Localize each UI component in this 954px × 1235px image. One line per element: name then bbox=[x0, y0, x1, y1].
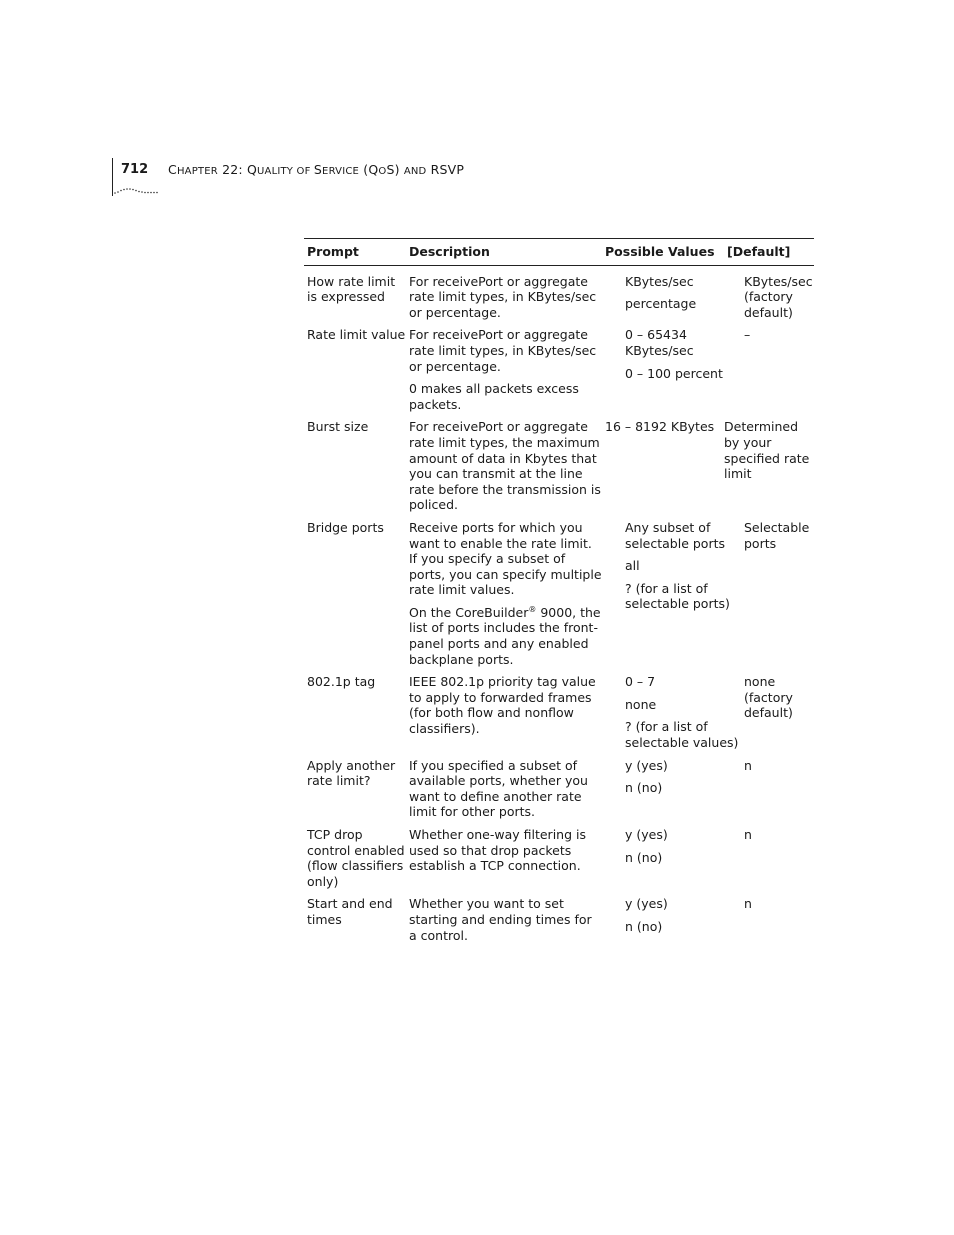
value-item: n (no) bbox=[625, 849, 663, 865]
cell-prompt: Start and end times bbox=[307, 896, 393, 927]
cell-description bbox=[408, 520, 605, 667]
description-paragraph: Whether you want to set starting and ending times for a control. bbox=[409, 896, 592, 943]
rh-paren: (Q bbox=[359, 162, 379, 177]
cell-default: Determined by your specified rate limit bbox=[724, 419, 810, 482]
rh-s2: S) bbox=[386, 162, 404, 177]
cell-prompt: 802.1p tag bbox=[307, 674, 376, 690]
value-item: 16 – 8192 KBytes bbox=[605, 419, 715, 435]
cell-values bbox=[605, 274, 741, 321]
registered-mark: ® bbox=[528, 604, 537, 614]
value-item: KBytes/sec bbox=[625, 273, 694, 289]
text-before-sup: On the CoreBuilder bbox=[409, 604, 529, 620]
cell-description bbox=[408, 896, 605, 943]
header-description: Description bbox=[409, 244, 490, 259]
table-row bbox=[304, 412, 814, 513]
cell-values bbox=[605, 896, 741, 943]
value-item: none bbox=[625, 696, 657, 712]
description-paragraph: IEEE 802.1p priority tag value to apply to forwarded frames (for both flow and nonflow classifiers). bbox=[409, 674, 596, 737]
value-item: Any subset of selectable ports bbox=[625, 519, 726, 551]
value-item: y (yes) bbox=[625, 757, 668, 773]
rh-hapter: HAPTER bbox=[176, 166, 218, 177]
cell-prompt: Burst size bbox=[307, 419, 369, 435]
text-after-sup: 9000, the list of ports includes the front-panel ports and any enabled backplane ports. bbox=[409, 604, 601, 667]
value-item: 0 – 65434 KBytes/sec bbox=[625, 327, 694, 358]
rh-o: O bbox=[378, 166, 387, 177]
parameters-table bbox=[304, 238, 814, 943]
cell-prompt: Rate limit value bbox=[307, 327, 406, 343]
cell-prompt: Bridge ports bbox=[307, 519, 384, 535]
cell-description bbox=[408, 674, 605, 750]
header-values: Possible Values bbox=[605, 244, 715, 259]
rh-ervice: ERVICE bbox=[322, 166, 360, 177]
value-item: ? (for a list of selectable ports) bbox=[625, 580, 730, 612]
page-number: 712 bbox=[121, 162, 149, 177]
cell-description bbox=[408, 274, 605, 321]
header-vertical-rule bbox=[112, 158, 113, 196]
table-row bbox=[304, 667, 814, 750]
value-item: y (yes) bbox=[625, 896, 668, 912]
cell-prompt: Apply another rate limit? bbox=[307, 757, 396, 789]
cell-values bbox=[605, 758, 741, 820]
value-item: ? (for a list of selectable values) bbox=[625, 719, 739, 751]
cell-values bbox=[605, 327, 741, 412]
value-item: 0 – 7 bbox=[625, 674, 656, 690]
rh-uality: UALITY bbox=[257, 166, 294, 177]
value-item: percentage bbox=[625, 296, 697, 312]
cell-default: n bbox=[744, 896, 752, 912]
table-row bbox=[304, 320, 814, 412]
rh-and: AND bbox=[403, 166, 427, 177]
description-paragraph: 0 makes all packets excess packets. bbox=[409, 381, 579, 412]
header-default: [Default] bbox=[727, 244, 791, 259]
description-paragraph: For receivePort or aggregate rate limit types, the maximum amount of data in Kbytes that you can transmit at the line rate before the transmission is policed. bbox=[409, 419, 601, 513]
cell-default: KBytes/sec (factory default) bbox=[744, 273, 813, 320]
value-item: y (yes) bbox=[625, 827, 668, 842]
rh-s: S bbox=[313, 162, 323, 177]
cell-description bbox=[408, 758, 605, 820]
running-head bbox=[168, 162, 464, 177]
description-paragraph: If you specified a subset of available ports, whether you want to define another rate limit for other ports. bbox=[409, 757, 588, 820]
description-paragraph: Whether one-way filtering is used so that drop packets establish a TCP connection. bbox=[409, 827, 586, 874]
table-header-row bbox=[304, 239, 814, 265]
cell-description bbox=[408, 327, 605, 412]
cell-values bbox=[605, 674, 741, 750]
cell-values bbox=[605, 419, 721, 513]
cell-default: Selectable ports bbox=[744, 519, 810, 551]
cell-default: n bbox=[744, 827, 752, 842]
table-row bbox=[304, 889, 814, 943]
rh-of: OF bbox=[293, 166, 314, 177]
description-paragraph-corebuilder bbox=[409, 605, 602, 667]
rh-rsvp: RSVP bbox=[426, 162, 465, 177]
dotted-ornament bbox=[114, 185, 158, 195]
table-body bbox=[304, 266, 814, 944]
cell-default: n bbox=[744, 757, 752, 773]
cell-prompt: How rate limit is expressed bbox=[307, 273, 396, 305]
cell-default: none (factory default) bbox=[744, 674, 793, 721]
description-paragraph: For receivePort or aggregate rate limit types, in KBytes/sec or percentage. bbox=[409, 273, 597, 320]
table-row bbox=[304, 513, 814, 667]
cell-description bbox=[408, 827, 605, 889]
value-item: 0 – 100 percent bbox=[625, 365, 723, 381]
cell-default: – bbox=[744, 327, 751, 343]
cell-description bbox=[408, 419, 605, 513]
value-item: n (no) bbox=[625, 918, 663, 934]
value-item: n (no) bbox=[625, 780, 663, 796]
cell-values bbox=[605, 520, 741, 667]
cell-prompt: TCP drop control enabled (flow classifiers only) bbox=[307, 827, 405, 889]
rh-c: C bbox=[168, 162, 177, 177]
description-paragraph: Receive ports for which you want to enable the rate limit. If you specify a subset of ports, you can specify multiple rate limit values. bbox=[409, 519, 602, 598]
description-paragraph: For receivePort or aggregate rate limit types, in KBytes/sec or percentage. bbox=[409, 327, 597, 374]
table-row bbox=[304, 266, 814, 321]
rh-num: 22: Q bbox=[217, 162, 258, 177]
table-row bbox=[304, 751, 814, 820]
cell-values bbox=[605, 827, 741, 889]
table-row bbox=[304, 820, 814, 889]
value-item: all bbox=[625, 558, 640, 574]
header-prompt: Prompt bbox=[307, 244, 359, 259]
